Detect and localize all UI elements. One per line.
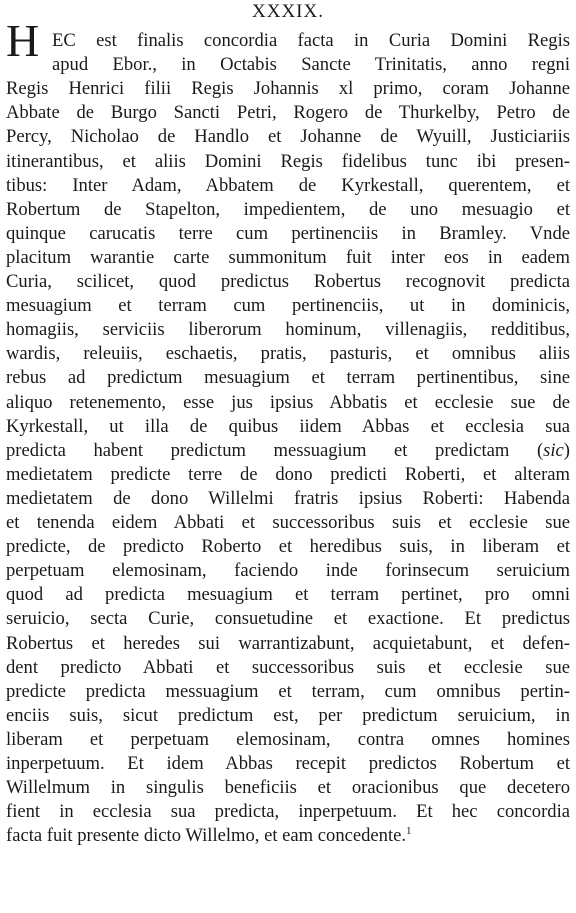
text-line: quinque carucatis terre cum pertinenciis in Bramley. Vnde — [6, 222, 570, 244]
text-line: Willelmum in singulis beneficiis et oracionibus que decetero — [6, 777, 570, 799]
text-segment: predicta habent predictum messuagium et predictam ( — [6, 439, 544, 461]
text-line: medietatem de dono Willelmi fratris ipsius Roberti: Habenda — [6, 487, 570, 509]
text-segment: facta fuit presente dicto Willelmo, et eam concedente. — [6, 825, 407, 847]
text-line — [6, 824, 570, 848]
text-line: mesuagium et terram cum pertinenciis, ut in dominicis, — [6, 295, 570, 317]
footnote-marker: 1 — [406, 825, 412, 838]
text-line: Robertum de Stapelton, impedientem, de uno mesuagio et — [6, 198, 570, 220]
text-line: Kyrkestall, ut illa de quibus iidem Abbas et ecclesia sua — [6, 415, 570, 437]
sic-annotation: sic — [543, 439, 564, 461]
text-line: Percy, Nicholao de Handlo et Johanne de Wyuill, Justiciariis — [6, 126, 570, 148]
text-line: Curia, scilicet, quod predictus Robertus recognovit predicta — [6, 271, 570, 292]
text-line: liberam et perpetuam elemosinam, contra omnes homines — [6, 728, 570, 750]
text-line: predicte, de predicto Roberto et heredibus suis, in liberam et — [6, 536, 570, 558]
charter-number-heading: XXXIX. — [252, 1, 324, 22]
text-line: Regis Henrici filii Regis Johannis xl primo, coram Johanne — [6, 78, 570, 100]
text-line: EC est finalis concordia facta in Curia Domini Regis — [52, 30, 570, 51]
text-line: Abbate de Burgo Sancti Petri, Rogero de Thurkelby, Petro de — [6, 102, 570, 124]
text-line — [6, 439, 570, 463]
text-line: aliquo retenemento, esse jus ipsius Abbatis et ecclesie sue de — [6, 391, 570, 413]
text-line: tibus: Inter Adam, Abbatem de Kyrkestall, querentem, et — [6, 174, 570, 196]
text-line: seruicio, secta Curie, consuetudine et exactione. Et predictus — [6, 608, 570, 630]
text-line: homagiis, serviciis liberorum hominum, villenagiis, redditibus, — [6, 319, 570, 341]
text-line: et tenenda eidem Abbati et successoribus suis et ecclesie sue — [6, 512, 570, 533]
text-line: enciis suis, sicut predictum est, per predictum seruicium, in — [6, 704, 570, 726]
text-line: wardis, releuiis, eschaetis, pratis, pasturis, et omnibus aliis — [6, 343, 570, 365]
text-line: dent predicto Abbati et successoribus suis et ecclesie sue — [6, 656, 570, 678]
text-line: quod ad predicta mesuagium et terram pertinet, pro omni — [6, 584, 570, 606]
text-line: placitum warantie carte summonitum fuit inter eos in eadem — [6, 246, 570, 268]
text-line: fient in ecclesia sua predicta, inperpetuum. Et hec concordia — [6, 801, 570, 823]
text-segment: ) — [563, 439, 570, 461]
text-line: rebus ad predictum mesuagium et terram pertinentibus, sine — [6, 367, 570, 389]
text-line: predicte predicta messuagium et terram, cum omnibus pertin- — [6, 680, 570, 702]
text-line: apud Ebor., in Octabis Sancte Trinitatis, anno regni — [52, 54, 570, 76]
text-line: itinerantibus, et aliis Domini Regis fidelibus tunc ibi presen- — [6, 150, 570, 172]
text-line: medietatem predicte terre de dono predicti Roberti, et alteram — [6, 463, 570, 485]
text-line: inperpetuum. Et idem Abbas recepit predictos Robertum et — [6, 753, 570, 774]
text-line: perpetuam elemosinam, faciendo inde forinsecum seruicium — [6, 560, 570, 582]
text-line: Robertus et heredes sui warrantizabunt, acquietabunt, et defen- — [6, 632, 570, 654]
drop-cap: H — [6, 15, 40, 66]
